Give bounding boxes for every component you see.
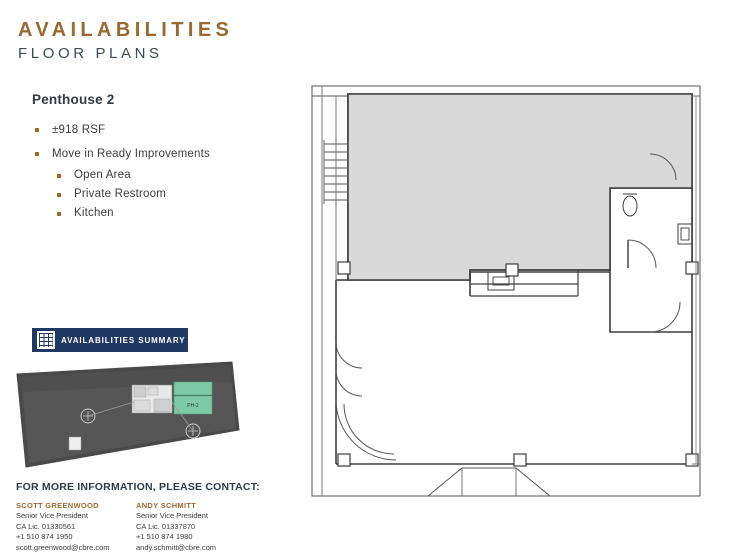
contact-name: SCOTT GREENWOOD (16, 501, 99, 510)
contact-name: ANDY SCHMITT (136, 501, 197, 510)
bullet-square-icon (35, 128, 39, 132)
bullet-square-icon (57, 174, 61, 178)
availabilities-summary-label: AVAILABILITIES SUMMARY (61, 335, 186, 345)
list-item-label: Private Restroom (74, 188, 167, 200)
contact-heading: FOR MORE INFORMATION, PLEASE CONTACT: (16, 481, 260, 493)
contact-phone[interactable]: +1 510 874 1950 (16, 532, 73, 541)
contact-license: CA Lic. 01330561 (16, 521, 76, 531)
list-item-label: ±918 RSF (52, 124, 106, 136)
contact-title: Senior Vice President (16, 511, 88, 520)
svg-text:PH-2: PH-2 (187, 403, 199, 409)
list-item-label: Kitchen (74, 207, 114, 219)
contact-card (16, 500, 136, 553)
grid-icon (37, 331, 55, 349)
unit-name: Penthouse 2 (32, 92, 115, 107)
list-item (32, 166, 282, 185)
list-item (32, 185, 282, 204)
contact-card (136, 500, 256, 553)
page-subtitle: FLOOR PLANS (18, 45, 163, 62)
page-title: AVAILABILITIES (18, 19, 234, 41)
list-item (32, 142, 282, 166)
contact-phone[interactable]: +1 510 874 1980 (136, 532, 193, 541)
bullet-square-icon (57, 212, 61, 216)
contact-license: CA Lic. 01337870 (136, 521, 196, 531)
contact-title: Senior Vice President (136, 511, 208, 520)
contact-email[interactable]: andy.schmitt@cbre.com (136, 542, 216, 552)
availabilities-summary-button[interactable] (32, 328, 188, 352)
bullet-square-icon (35, 152, 39, 156)
list-item-label: Open Area (74, 169, 131, 181)
contact-email[interactable]: scott.greenwood@cbre.com (16, 542, 110, 552)
list-item (32, 204, 282, 223)
page-header (18, 18, 233, 64)
feature-list (32, 118, 282, 223)
contact-list (16, 500, 266, 553)
bullet-square-icon (57, 193, 61, 197)
floor-plan-drawing (310, 84, 722, 498)
list-item (32, 118, 282, 142)
list-item-label: Move in Ready Improvements (52, 148, 210, 160)
key-map[interactable] (16, 358, 240, 468)
